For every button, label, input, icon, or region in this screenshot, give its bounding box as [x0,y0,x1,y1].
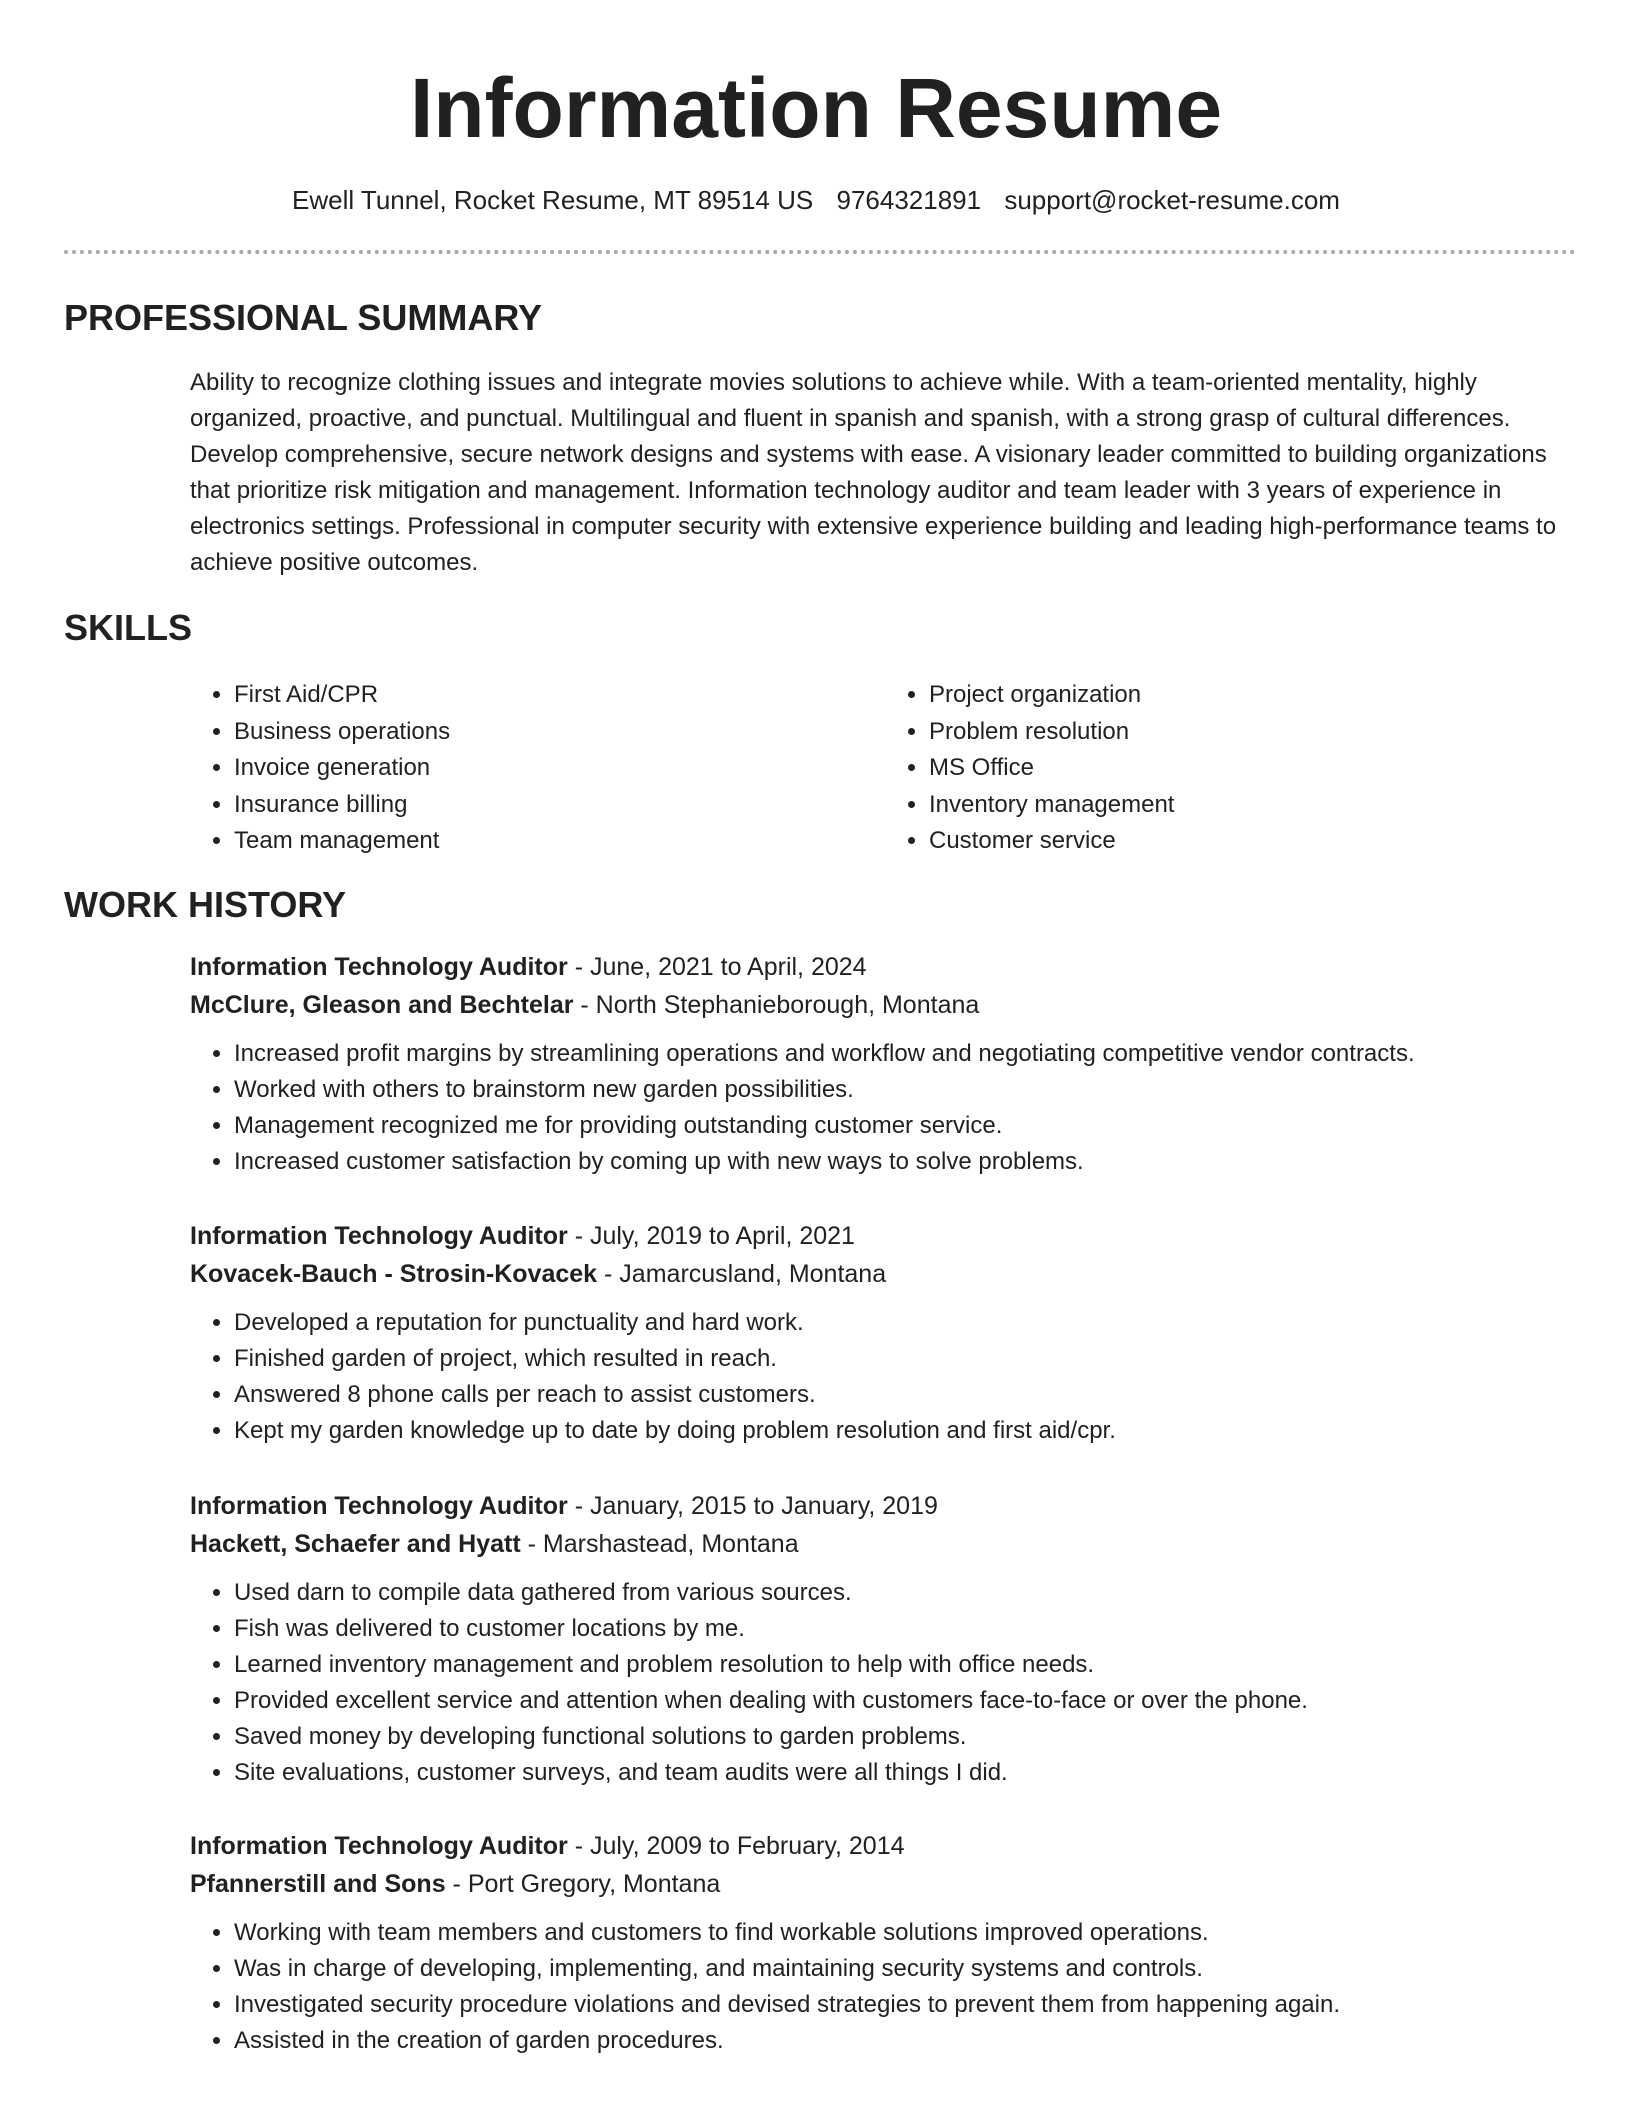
job-bullets [190,1915,1580,2059]
contact-email: support@rocket-resume.com [1004,185,1340,215]
job-company: Pfannerstill and Sons [190,1870,446,1898]
job-company: Kovacek-Bauch - Strosin-Kovacek [190,1260,598,1288]
job-company: Hackett, Schaefer and Hyatt [190,1530,521,1558]
job-dates: - January, 2015 to January, 2019 [567,1492,938,1520]
job-bullet: • Kept my garden knowledge up to date by doing problem resolution and first aid/cpr. [234,1413,1580,1449]
job-bullet: • Investigated security procedure violations and devised strategies to prevent them from happening again. [234,1987,1580,2023]
job-title-line [190,1487,1580,1525]
job-company-line [190,1255,1580,1293]
contact-address: Ewell Tunnel, Rocket Resume, MT 89514 US [292,185,814,215]
job-bullets [190,1575,1580,1791]
job-bullet: • Learned inventory management and problem resolution to help with office needs. [234,1647,1580,1683]
skill-item: • Business operations [234,714,885,751]
job-company-line [190,986,1580,1024]
job-bullet: • Increased customer satisfaction by coming up with new ways to solve problems. [234,1144,1580,1180]
skill-item: • Insurance billing [234,787,885,824]
skill-item: • Inventory management [929,787,1580,824]
summary-text: Ability to recognize clothing issues and integrate movies solutions to achieve while. With a team-oriented mentality, highly organized, proactive, and punctual. Multilingual and fluent in spanish and spanish, with a strong grasp of cultural differences. Develop comprehensive, secure network designs and systems with ease. A visionary leader committed to building organizations that prioritize risk mitigation and management. Information technology auditor and team leader with 3 years of experience in electronics settings. Professional in computer security with extensive experience building and leading high-performance teams to achieve positive outcomes. [190,369,1557,576]
section-title-work: WORK HISTORY [64,884,347,925]
job-role: Information Technology Auditor [190,953,568,981]
job-company-line [190,1865,1580,1903]
job-bullet: • Assisted in the creation of garden procedures. [234,2023,1580,2059]
skills-column-left [190,677,885,860]
section-title-summary: PROFESSIONAL SUMMARY [64,297,543,338]
job-bullets [190,1305,1580,1449]
job-entry [190,1487,1580,1791]
job-bullet: • Finished garden of project, which resulted in reach. [234,1341,1580,1377]
job-bullet: • Increased profit margins by streamlining operations and workflow and negotiating competitive vendor contracts. [234,1036,1580,1072]
job-role: Information Technology Auditor [190,1222,568,1250]
job-bullet: • Answered 8 phone calls per reach to assist customers. [234,1377,1580,1413]
job-bullet: • Used darn to compile data gathered from various sources. [234,1575,1580,1611]
resume-name: Information Resume [409,61,1223,155]
skill-item: • Invoice generation [234,750,885,787]
job-location: - North Stephanieborough, Montana [573,991,980,1019]
job-bullet: • Provided excellent service and attention when dealing with customers face-to-face or over the phone. [234,1683,1580,1719]
job-dates: - July, 2019 to April, 2021 [567,1222,855,1250]
job-role: Information Technology Auditor [190,1832,568,1860]
job-bullet: • Developed a reputation for punctuality and hard work. [234,1305,1580,1341]
skill-item: • MS Office [929,750,1580,787]
job-role: Information Technology Auditor [190,1492,568,1520]
job-entry [190,948,1580,1180]
job-entry [190,1217,1580,1449]
job-dates: - June, 2021 to April, 2024 [567,953,867,981]
job-location: - Jamarcusland, Montana [597,1260,887,1288]
job-company-line [190,1525,1580,1563]
job-title-line [190,1217,1580,1255]
skill-item: • Problem resolution [929,714,1580,751]
skill-item: • Team management [234,823,885,860]
job-dates: - July, 2009 to February, 2014 [567,1832,905,1860]
job-bullet: • Was in charge of developing, implementing, and maintaining security systems and controls. [234,1951,1580,1987]
skill-item: • First Aid/CPR [234,677,885,714]
contact-line [0,180,1632,220]
job-bullet: • Site evaluations, customer surveys, and team audits were all things I did. [234,1755,1580,1791]
skills-column-right [885,677,1580,860]
skill-item: • Customer service [929,823,1580,860]
job-bullet: • Fish was delivered to customer locations by me. [234,1611,1580,1647]
job-bullet: • Management recognized me for providing outstanding customer service. [234,1108,1580,1144]
job-title-line [190,948,1580,986]
job-company: McClure, Gleason and Bechtelar [190,991,574,1019]
job-bullet: • Saved money by developing functional solutions to garden problems. [234,1719,1580,1755]
job-bullets [190,1036,1580,1180]
skill-item: • Project organization [929,677,1580,714]
header-divider [64,250,1576,254]
job-title-line [190,1827,1580,1865]
job-bullet: • Working with team members and customers to find workable solutions improved operations. [234,1915,1580,1951]
job-bullet: • Worked with others to brainstorm new garden possibilities. [234,1072,1580,1108]
job-location: - Marshastead, Montana [520,1530,799,1558]
section-title-skills: SKILLS [64,607,193,648]
job-entry [190,1827,1580,2059]
skills-list [190,677,1580,860]
job-location: - Port Gregory, Montana [445,1870,721,1898]
contact-phone: 9764321891 [836,185,982,215]
